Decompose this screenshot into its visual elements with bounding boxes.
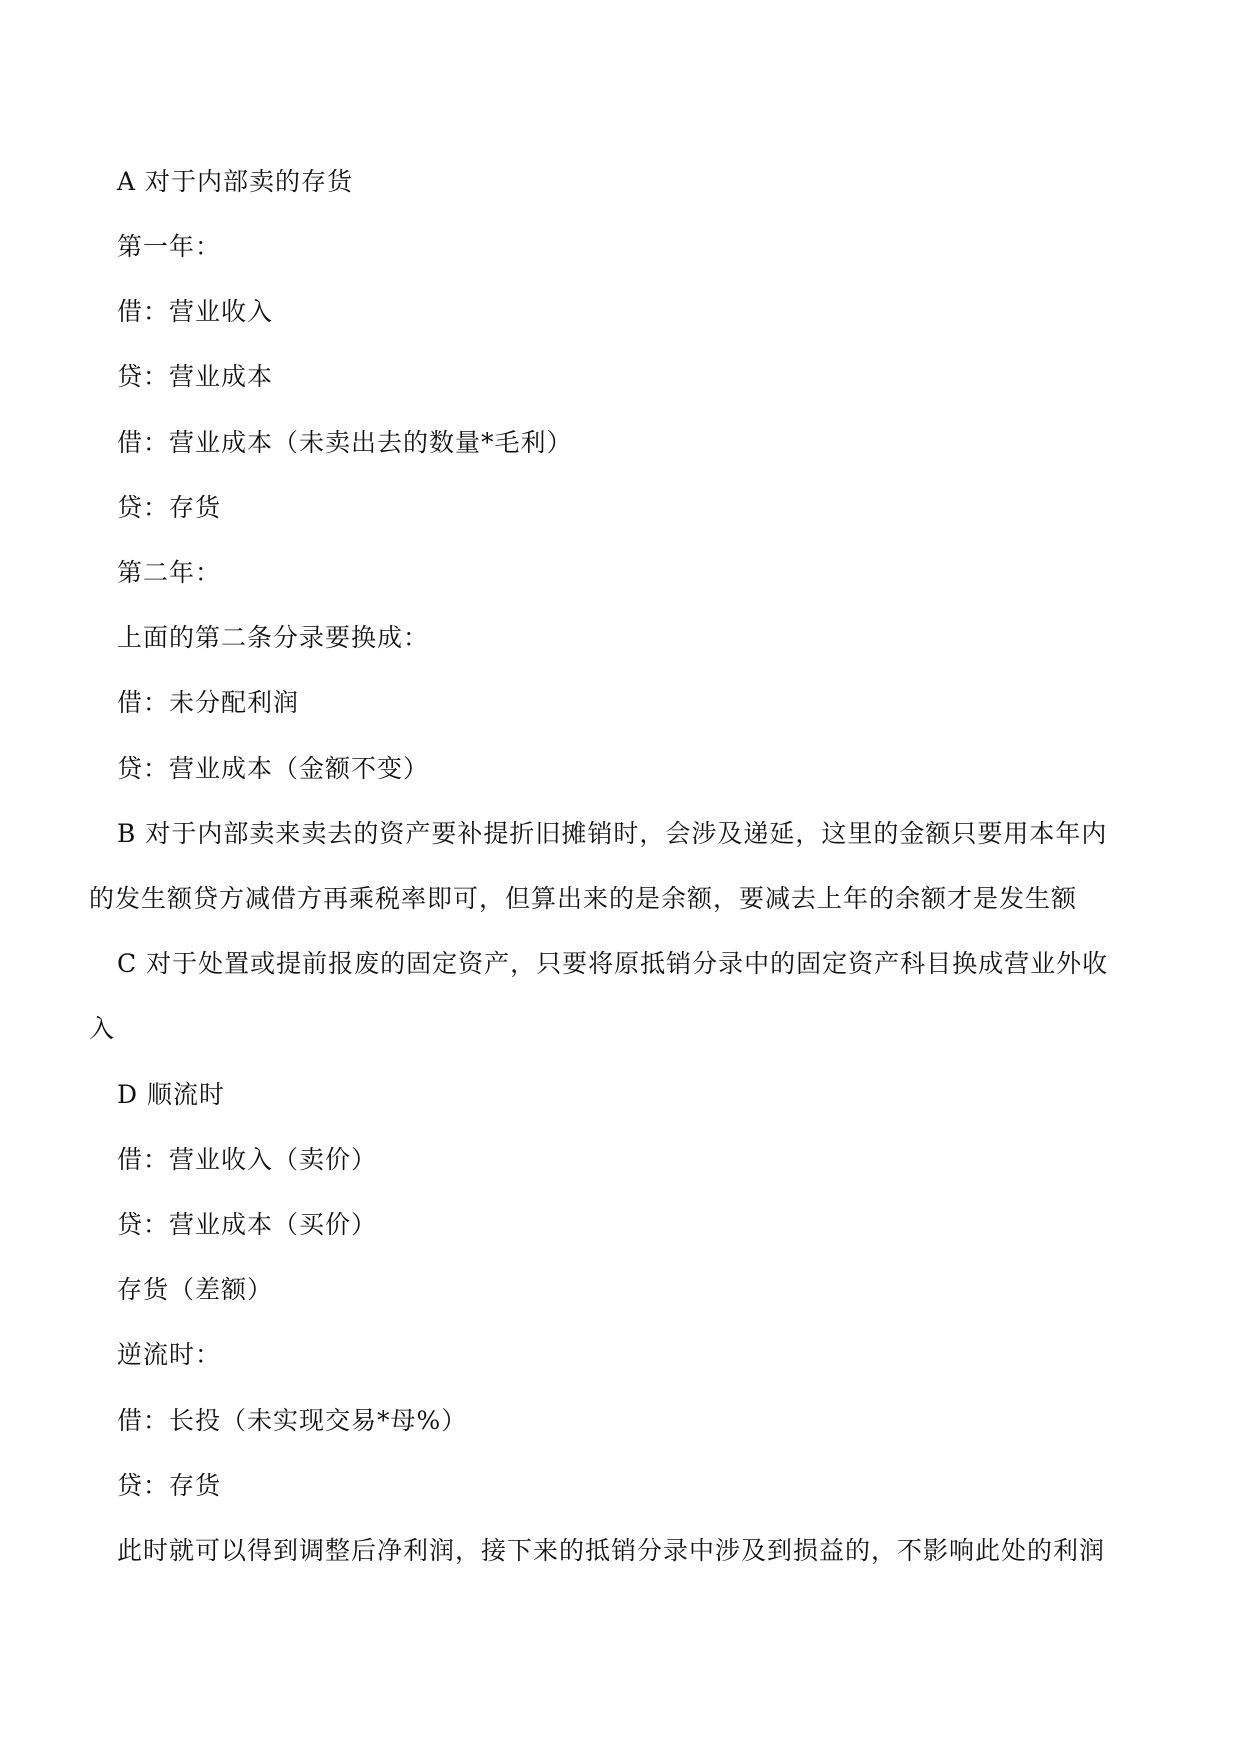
entry-credit-cost-unchanged: 贷：营业成本（金额不变）	[117, 754, 430, 783]
entry-debit-long-term-investment: 借：长投（未实现交易*母%）	[117, 1406, 468, 1435]
year-two-label: 第二年：	[117, 558, 222, 587]
heading-a-inventory: A 对于内部卖的存货	[117, 167, 354, 196]
heading-b-continuation: 的发生额贷方减借方再乘税率即可，但算出来的是余额，要减去上年的余额才是发生额	[89, 884, 1078, 913]
heading-c-continuation: 入	[89, 1014, 116, 1043]
entry-debit-cost-margin: 借：营业成本（未卖出去的数量*毛利）	[117, 428, 573, 457]
entry-credit-inventory: 贷：存货	[117, 493, 222, 522]
heading-d-downstream: D 顺流时	[117, 1080, 225, 1109]
entry-credit-cost: 贷：营业成本	[117, 362, 274, 391]
year-one-label: 第一年：	[117, 232, 222, 261]
entry-credit-inventory-2: 贷：存货	[117, 1471, 222, 1500]
upstream-label: 逆流时：	[117, 1340, 222, 1369]
replace-note: 上面的第二条分录要换成：	[117, 623, 430, 652]
entry-debit-revenue: 借：营业收入	[117, 297, 274, 326]
heading-c-disposal: C 对于处置或提前报废的固定资产，只要将原抵销分录中的固定资产科目换成营业外收	[117, 949, 1109, 978]
entry-debit-revenue-sale-price: 借：营业收入（卖价）	[117, 1145, 378, 1174]
heading-b-depreciation: B 对于内部卖来卖去的资产要补提折旧摊销时，会涉及递延，这里的金额只要用本年内	[117, 819, 1108, 848]
entry-credit-cost-purchase-price: 贷：营业成本（买价）	[117, 1210, 378, 1239]
closing-paragraph: 此时就可以得到调整后净利润，接下来的抵销分录中涉及到损益的，不影响此处的利润	[117, 1536, 1106, 1565]
entry-debit-retained-profit: 借：未分配利润	[117, 688, 300, 717]
entry-inventory-difference: 存货（差额）	[117, 1275, 274, 1304]
